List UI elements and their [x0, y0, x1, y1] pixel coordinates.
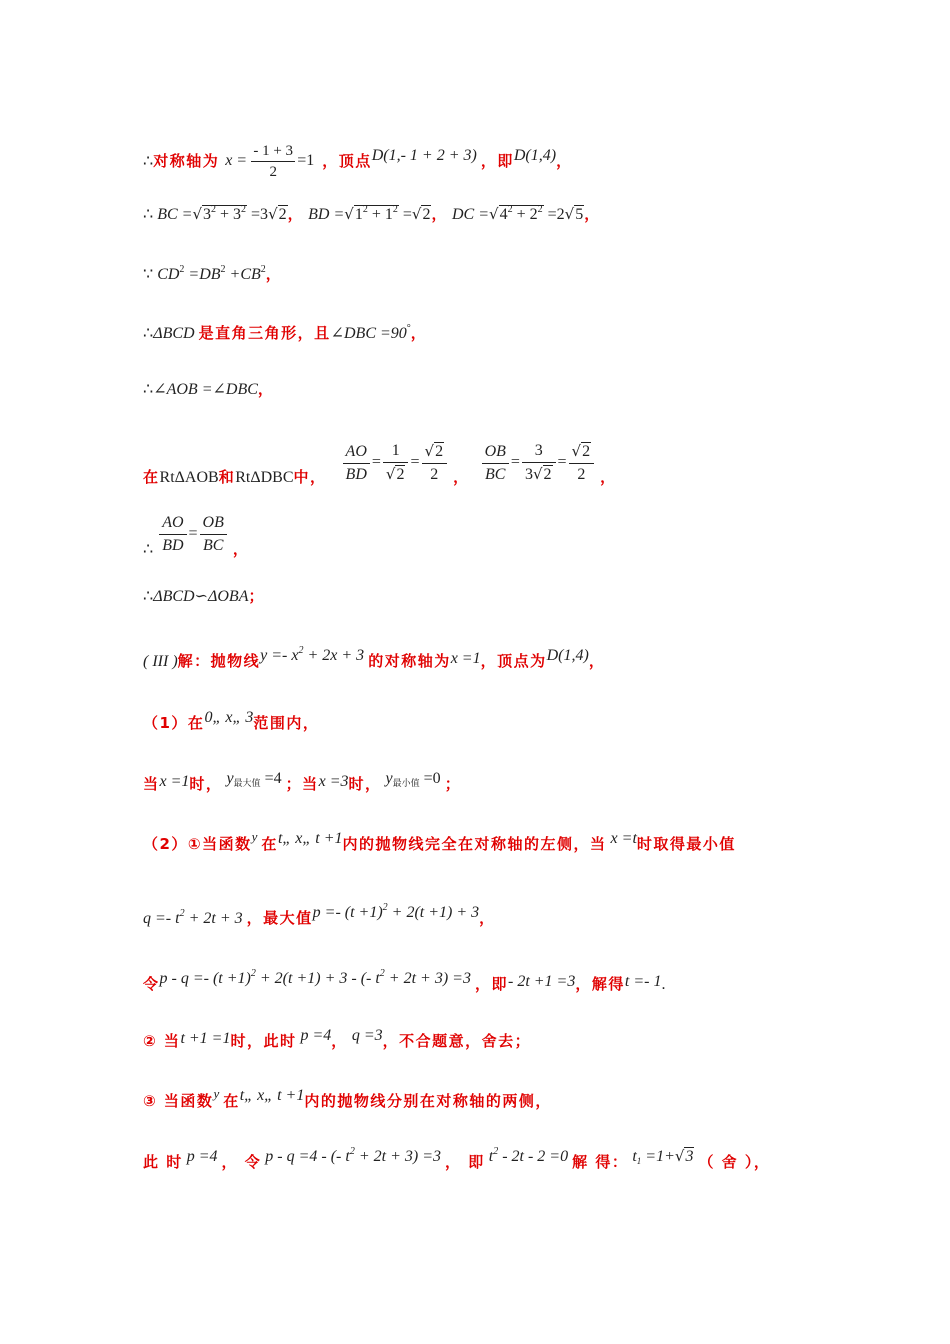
denominator-radicand: 2 [543, 466, 552, 483]
line-right-triangle [143, 318, 427, 345]
exp: 2 [362, 204, 368, 215]
line-side-lengths [143, 199, 601, 226]
expr: +CB [229, 266, 261, 283]
line-part-iii [143, 646, 605, 673]
expr: y [385, 770, 393, 787]
expr: ∠AOB =∠DBC [153, 381, 258, 398]
sqrt-icon: √ [571, 442, 582, 460]
fraction [200, 512, 227, 557]
text-red: ，解得 [575, 975, 625, 993]
comma: ， [453, 468, 470, 486]
text-red: 当 [143, 775, 160, 793]
subscript-max: 最大值 [233, 779, 261, 789]
expr: t„ x„ t +1 [239, 1087, 305, 1104]
comma: ， [556, 152, 573, 170]
expr: t„ x„ t +1 [277, 830, 343, 847]
exp: 2 [493, 1146, 499, 1157]
exp: 2 [379, 968, 385, 979]
exp: 2 [211, 204, 216, 215]
text-red: （ 舍 ）， [698, 1153, 771, 1171]
expr: BC = [157, 206, 193, 223]
text-red: 时， [348, 775, 382, 793]
sqrt-icon: √ [385, 465, 396, 483]
expr: p - q =- (t +1) [159, 970, 251, 987]
sqrt-icon: √ [674, 1147, 685, 1165]
text-red: ② 当 [143, 1032, 181, 1050]
expr: RtΔDBC [235, 469, 294, 486]
therefore-symbol: ∴ [143, 588, 154, 605]
expr: 2 [278, 206, 287, 223]
expr: 3 [685, 1148, 694, 1165]
vertex-value: D(1,4) [513, 147, 557, 164]
exp: 2 [298, 645, 304, 656]
semicolon: ； [444, 775, 462, 793]
expr: ( III ) [143, 653, 178, 670]
line-axis-of-symmetry [143, 143, 573, 180]
text-red: 时取得最小值 [636, 835, 736, 853]
expr: t [632, 1148, 637, 1165]
expr: + 2(t +1) + 3 [387, 904, 480, 921]
text-red: ，顶点为 [480, 652, 547, 670]
text-red: ，最大值 [246, 909, 313, 927]
comma: ， [257, 380, 275, 398]
expr: RtΔAOB [159, 469, 219, 486]
denominator: 3 [524, 466, 533, 483]
text-red: （2）①当函数 [143, 835, 252, 853]
subscript-min: 最小值 [392, 779, 420, 789]
value: =1 [297, 152, 315, 169]
exp: 2 [537, 204, 543, 215]
denominator: BD [345, 465, 367, 483]
text-red: 和 [218, 468, 236, 486]
fraction [422, 440, 448, 486]
exp: 2 [392, 204, 398, 215]
denominator: 2 [430, 466, 439, 483]
expr: ΔBCD∽ΔOBA [153, 588, 249, 605]
numerator: AO [159, 512, 186, 535]
expr: p =4 [300, 1027, 332, 1044]
numerator: 3 [522, 440, 556, 463]
comma: ， [232, 540, 250, 558]
line-case-1-values [143, 770, 462, 801]
text-red: ，顶点 [322, 152, 372, 170]
exp: 2 [179, 264, 185, 275]
var-x: x = [225, 152, 248, 169]
text-red: ，即 [474, 975, 508, 993]
sqrt-icon: √ [532, 465, 543, 483]
sqrt-icon: √ [344, 205, 354, 223]
text-red: ，即 [480, 152, 514, 170]
exp: 2 [220, 264, 226, 275]
therefore-symbol: ∴ [143, 541, 154, 558]
expr: CD [157, 266, 180, 283]
text-red: 的对称轴为 [368, 652, 451, 670]
expr: D(1,4) [546, 647, 589, 664]
text-red: 解：抛物线 [177, 652, 261, 670]
expr: DC = [451, 206, 489, 223]
fraction [159, 512, 186, 557]
text-red: 范围内， [253, 714, 320, 732]
expr: x =1 [159, 773, 190, 790]
expr: + 2 [512, 206, 538, 223]
comma: ， [588, 652, 606, 670]
fraction [383, 440, 409, 486]
expr: t =- 1 [624, 973, 662, 990]
line-case-2-2 [143, 1027, 532, 1053]
comma: ， [584, 205, 601, 223]
sqrt-icon: √ [564, 205, 575, 223]
expr: + 2t + 3) =3 [384, 970, 471, 987]
expr: x =1 [450, 650, 481, 667]
expr: 5 [575, 206, 584, 223]
fraction [569, 440, 595, 486]
expr: p =4 [186, 1148, 218, 1165]
comma: ， [410, 324, 428, 342]
comma: ， [287, 205, 305, 223]
expr: + 2t + 3 [184, 910, 243, 927]
therefore-symbol: ∴ [143, 325, 154, 342]
expr: 1 [354, 206, 363, 223]
sqrt-icon: √ [268, 205, 278, 223]
expr: x =3 [318, 773, 349, 790]
text-red: ， 即 [445, 1153, 485, 1171]
because-symbol: ∵ [143, 266, 154, 283]
expr: =4 [264, 770, 282, 787]
expr: y [213, 1086, 220, 1101]
line-case-2 [143, 829, 736, 856]
text-red: 令 [143, 975, 160, 993]
comma: ， [331, 1032, 348, 1050]
text-red: ，不合题意，舍去； [382, 1032, 532, 1050]
fraction [482, 441, 509, 486]
expr: =3 [251, 206, 269, 223]
line-case-2-3-solve [143, 1147, 770, 1178]
denominator: 2 [577, 466, 586, 483]
sqrt-icon: √ [489, 205, 499, 223]
line-case-1 [143, 709, 320, 735]
text-red: 在 [261, 835, 278, 853]
expr: t [488, 1148, 494, 1165]
text-red: 在 [143, 468, 160, 486]
text-red: ， 令 [221, 1153, 262, 1171]
expr: p - q =4 - (- t [265, 1148, 350, 1165]
ratio-group-1: $\frac{AO}{BD}$ = $\frac{1}{√2}$ = $\frac{√2}{2}$ [341, 440, 450, 486]
expr: y =- x [260, 647, 299, 664]
expr: + 2t + 3) =3 [354, 1148, 441, 1165]
therefore-symbol: ∴ [143, 206, 154, 223]
sqrt-icon: √ [411, 205, 422, 223]
exp: 2 [241, 204, 247, 215]
text-red: （1）在 [143, 714, 205, 732]
comma: ， [600, 468, 617, 486]
line-solve-t [143, 969, 665, 996]
expr: - 2t +1 =3 [507, 973, 576, 990]
comma: ， [431, 205, 448, 223]
sqrt-icon: √ [192, 205, 202, 223]
text-red: 此 时 [143, 1153, 183, 1171]
numerator: OB [200, 512, 227, 535]
vertex-expr: D(1,- 1 + 2 + 3) [371, 147, 477, 164]
fraction [343, 441, 370, 486]
expr: =DB [188, 266, 221, 283]
period: . [661, 976, 666, 993]
exp: 2 [179, 908, 185, 919]
exp: 2 [250, 968, 256, 979]
therefore-symbol: ∴ [143, 153, 154, 170]
semicolon: ； [248, 587, 265, 605]
fraction-denominator: 2 [269, 164, 277, 180]
expr: y [251, 829, 258, 844]
line-ratio-equal [143, 512, 249, 557]
expr: ∠DBC =90 [330, 325, 407, 342]
expr: 0„ x„ 3 [204, 709, 254, 726]
numerator: 1 [383, 440, 409, 463]
sqrt-icon: √ [424, 442, 435, 460]
expr: =2 [547, 206, 565, 223]
expr: ΔBCD [153, 325, 195, 342]
expr: + 1 [367, 206, 393, 223]
exp: 2 [507, 204, 513, 215]
comma: ， [479, 909, 496, 927]
line-case-2-3 [143, 1086, 552, 1113]
denominator: BC [202, 537, 224, 554]
comma: ， [265, 265, 283, 283]
expr: p =- (t +1) [312, 904, 383, 921]
line-min-max [143, 903, 496, 930]
expr: + 3 [216, 206, 242, 223]
fraction [251, 141, 295, 182]
text-red: 对称轴为 [153, 152, 220, 170]
fraction [522, 440, 556, 486]
numerator: OB [482, 441, 509, 464]
expr: 2 [422, 206, 431, 223]
exp: 2 [382, 902, 388, 913]
expr: 4 [499, 206, 508, 223]
expr: 3 [203, 206, 211, 223]
expr: = [402, 206, 412, 223]
line-ratio [143, 440, 617, 486]
ratio-group-2: $\frac{OB}{BC}$ = $\frac{3}{3√2}$ = $\frac{√2}{2}$ [480, 440, 597, 486]
exp: 2 [349, 1146, 355, 1157]
expr: y [226, 770, 234, 787]
denominator: BD [162, 537, 184, 554]
exp: 2 [260, 264, 266, 275]
expr: =1+ [645, 1148, 675, 1165]
expr: q =3 [351, 1027, 383, 1044]
line-similar [143, 585, 265, 608]
text-red: 时， [189, 775, 223, 793]
text-red: 在 [223, 1092, 240, 1110]
expr: x =t [610, 830, 637, 847]
text-red: ；当 [285, 775, 319, 793]
expr: - 2t - 2 =0 [498, 1148, 569, 1165]
numerator: 2 [435, 443, 444, 460]
line-angle-equal [143, 378, 274, 401]
ratio-eq: $\frac{AO}{BD}$ = $\frac{OB}{BC}$ [157, 512, 229, 557]
text-red: 时，此时 [230, 1032, 297, 1050]
expr: + 2(t +1) + 3 - (- t [255, 970, 380, 987]
text-red: 解 得： [572, 1153, 629, 1171]
text-red: 内的抛物线完全在对称轴的左侧，当 [342, 835, 607, 853]
expr: BD = [308, 206, 345, 223]
text-red: ③ 当函数 [143, 1092, 214, 1110]
expr: + 2x + 3 [303, 647, 365, 664]
expr: t +1 =1 [180, 1030, 231, 1047]
text-red: 内的抛物线分别在对称轴的两侧， [304, 1092, 552, 1110]
therefore-symbol: ∴ [143, 381, 154, 398]
numerator: 2 [582, 443, 591, 460]
fraction-numerator: - 1 + 3 [251, 141, 295, 162]
numerator: AO [343, 441, 370, 464]
text-red: 中， [293, 468, 327, 486]
denominator: 2 [396, 466, 405, 483]
line-pythagorean [143, 259, 282, 286]
subscript: 1 [636, 1156, 642, 1166]
expr: q =- t [143, 910, 180, 927]
text-red: 是直角三角形，且 [198, 324, 331, 342]
denominator: BC [485, 465, 506, 483]
degree: ° [406, 323, 411, 334]
expr: =0 [423, 770, 441, 787]
